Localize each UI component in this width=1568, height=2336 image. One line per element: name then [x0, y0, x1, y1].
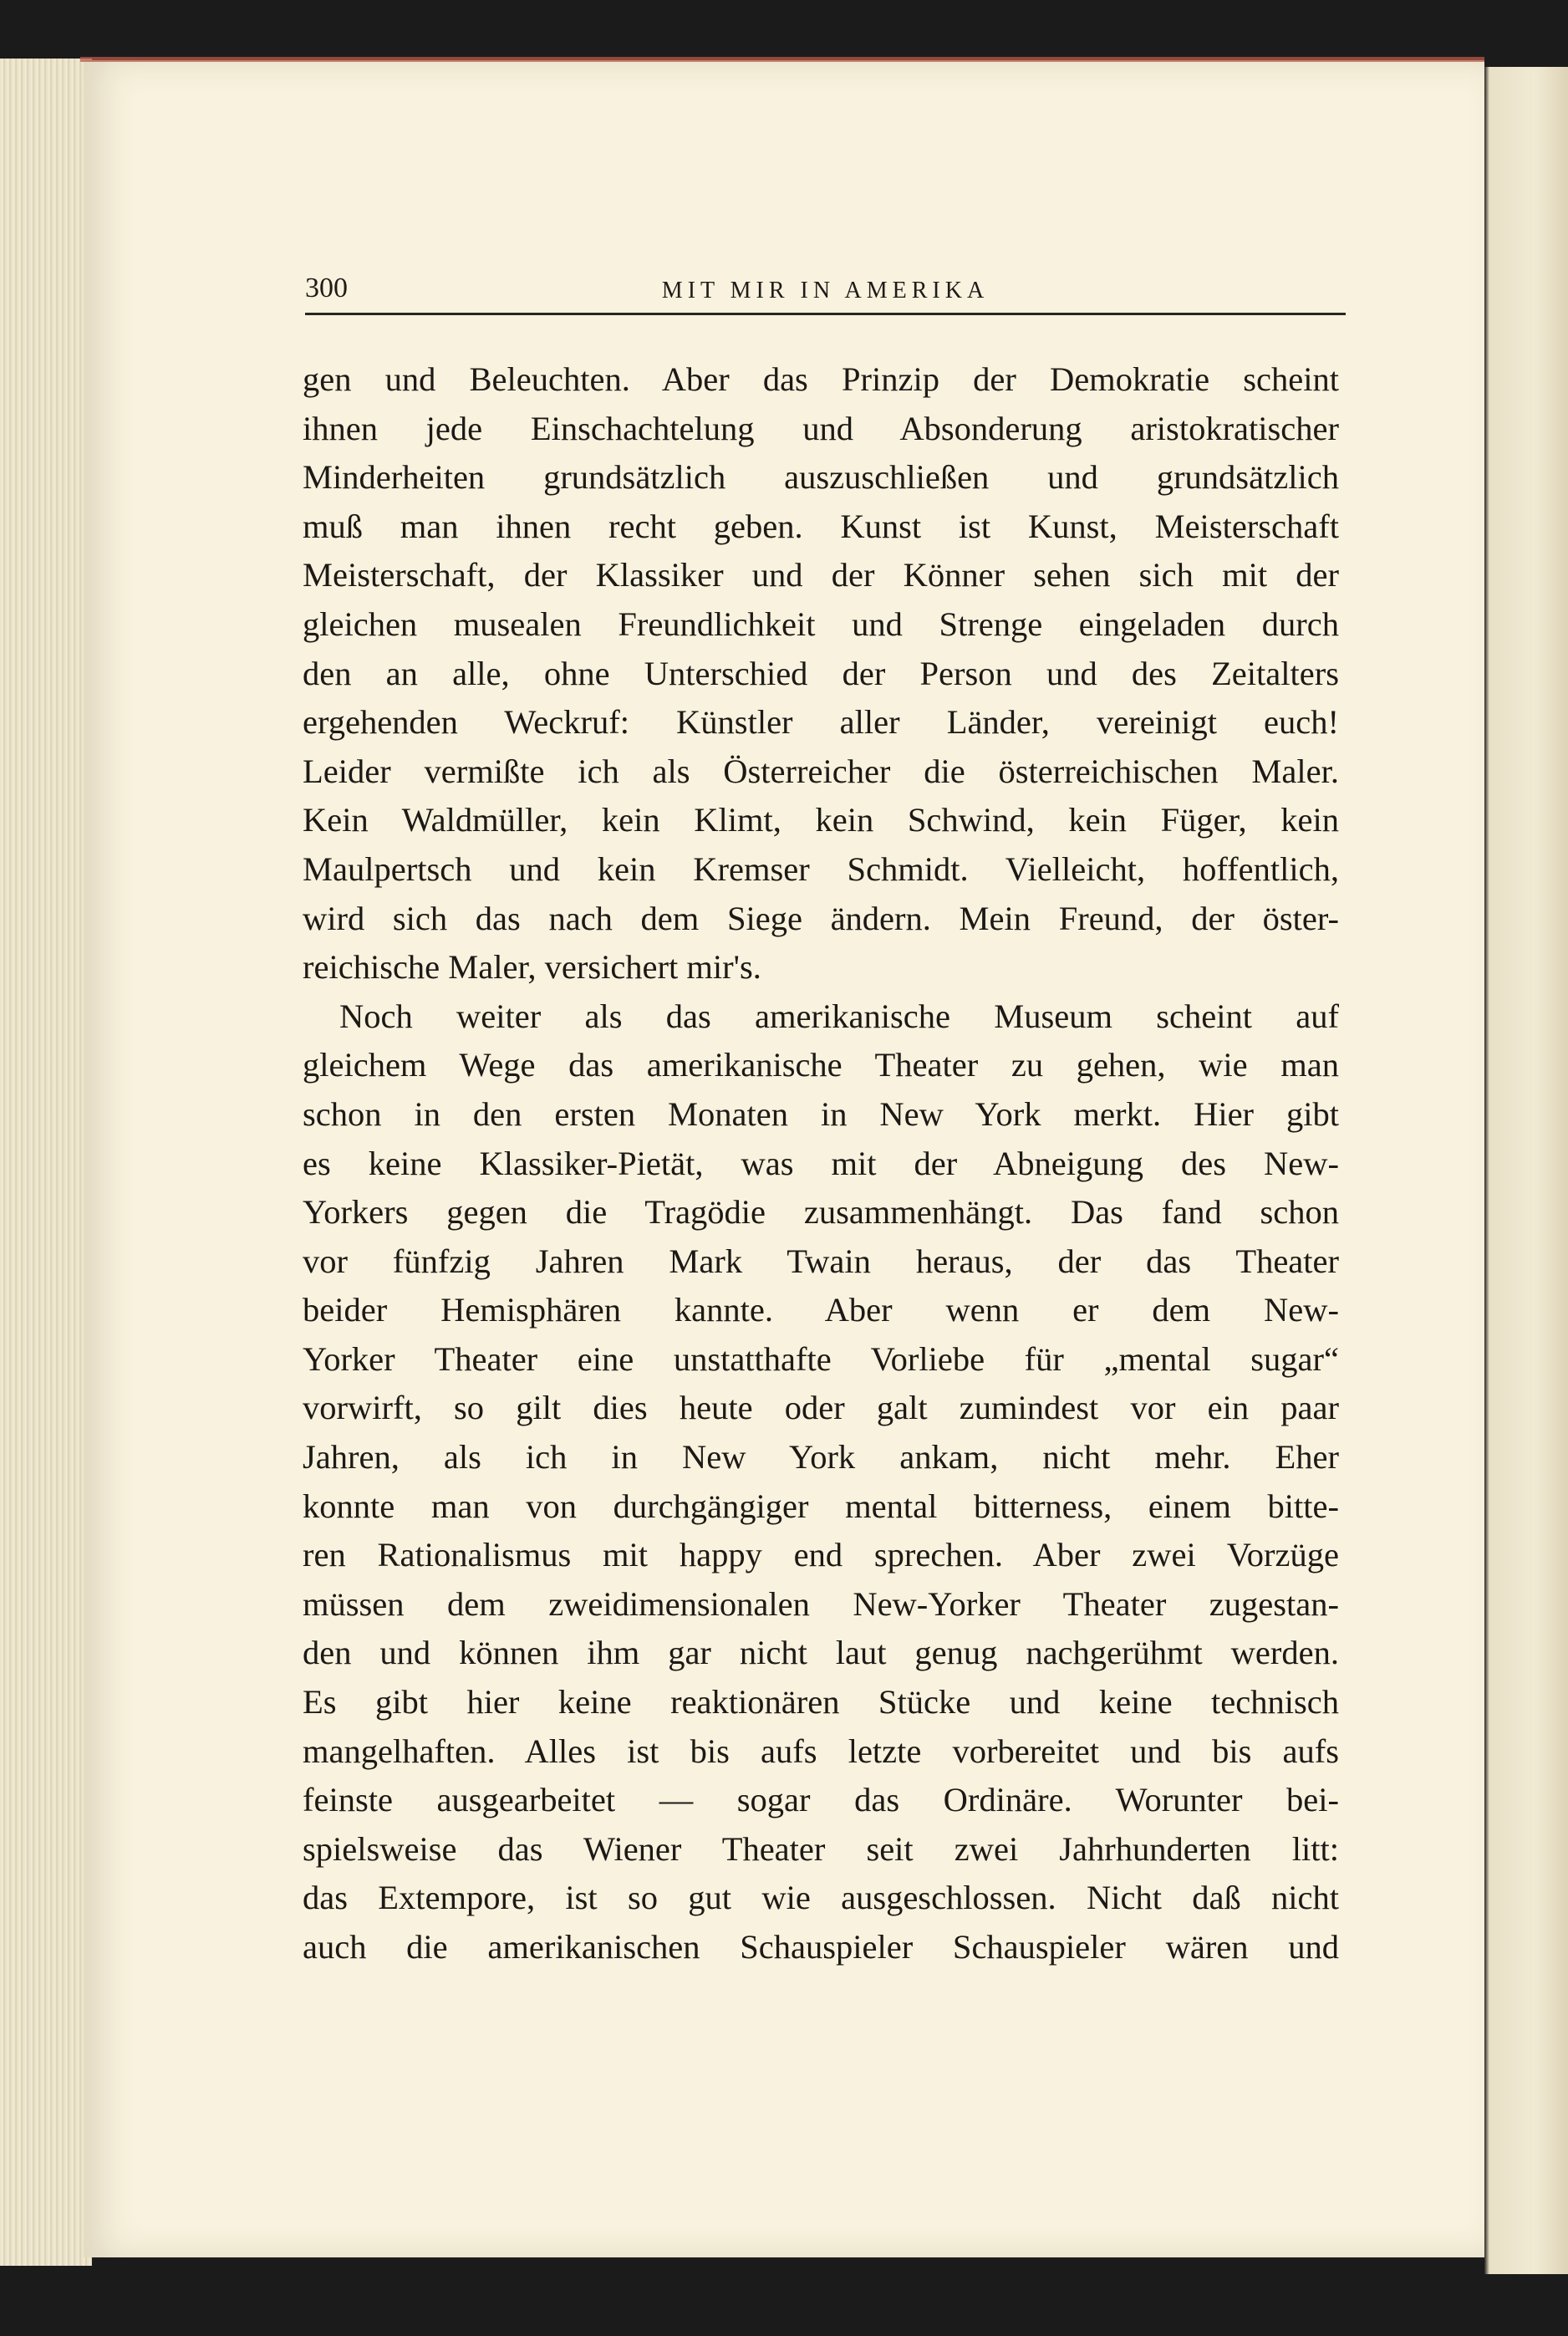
paragraph-end-line: reichische Maler, versichert mir's. [303, 948, 761, 987]
page-header [305, 269, 1346, 315]
text-line: wird sich das nach dem Siege ändern. Mein Freund, der öster- [303, 899, 1339, 937]
text-line: gleichen musealen Freundlichkeit und Strenge eingeladen durch [303, 604, 1339, 643]
text-line: Leider vermißte ich als Österreicher die österreichischen Maler. [303, 752, 1339, 790]
text-line: gleichem Wege das amerikanische Theater zu gehen, wie man [303, 1046, 1339, 1084]
text-line: schon in den ersten Monaten in New York merkt. Hier gibt [303, 1094, 1339, 1133]
text-line: den an alle, ohne Unterschied der Person und des Zeitalters [303, 654, 1339, 692]
body-text [303, 355, 1339, 1972]
text-line: vorwirft, so gilt dies heute oder galt zumindest vor ein paar [303, 1389, 1339, 1427]
text-line: spielsweise das Wiener Theater seit zwei Jahrhunderten litt: [303, 1829, 1339, 1868]
text-line: Yorker Theater eine unstatthafte Vorliebe für „mental sugar“ [303, 1339, 1339, 1378]
text-line: Minderheiten grundsätzlich auszuschließen und grundsätzlich [303, 458, 1339, 497]
text-line: Es gibt hier keine reaktionären Stücke und keine technisch [303, 1683, 1339, 1721]
text-line: muß man ihnen recht geben. Kunst ist Kunst, Meisterschaft [303, 507, 1339, 545]
text-line: auch die amerikanischen Schauspieler Schauspieler wären und [303, 1928, 1339, 1966]
text-line: beider Hemisphären kannte. Aber wenn er dem New- [303, 1291, 1339, 1329]
text-line: müssen dem zweidimensionalen New-Yorker Theater zugestan- [303, 1584, 1339, 1623]
text-line: den und können ihm gar nicht laut genug nachgerühmt werden. [303, 1634, 1339, 1672]
running-title: MIT MIR IN AMERIKA [661, 278, 990, 303]
text-line: mangelhaften. Alles ist bis aufs letzte vorbereitet und bis aufs [303, 1732, 1339, 1770]
page-number: 300 [305, 273, 348, 303]
text-line: ergehenden Weckruf: Künstler aller Länder, vereinigt euch! [303, 703, 1339, 742]
text-line: ren Rationalismus mit happy end sprechen. Aber zwei Vorzüge [303, 1536, 1339, 1574]
text-line: Meisterschaft, der Klassiker und der Könner sehen sich mit der [303, 556, 1339, 594]
text-line: Jahren, als ich in New York ankam, nicht mehr. Eher [303, 1438, 1339, 1477]
paragraph-start-line: Noch weiter als das amerikanische Museum scheint auf [339, 997, 1339, 1035]
text-line: Yorkers gegen die Tragödie zusammenhängt. Das fand schon [303, 1193, 1339, 1232]
text-line: gen und Beleuchten. Aber das Prinzip der Demokratie scheint [303, 360, 1339, 398]
text-line: vor fünfzig Jahren Mark Twain heraus, der das Theater [303, 1242, 1339, 1280]
text-line: Kein Waldmüller, kein Klimt, kein Schwind, kein Füger, kein [303, 801, 1339, 839]
text-line: das Extempore, ist so gut wie ausgeschlossen. Nicht daß nicht [303, 1879, 1339, 1917]
text-line: konnte man von durchgängiger mental bitterness, einem bitte- [303, 1487, 1339, 1525]
facing-page-edge [1484, 67, 1568, 2274]
text-line: es keine Klassiker-Pietät, was mit der Abneigung des New- [303, 1144, 1339, 1182]
text-line: Maulpertsch und kein Kremser Schmidt. Vielleicht, hoffentlich, [303, 849, 1339, 888]
page-top-edge [80, 57, 1484, 62]
text-line: ihnen jede Einschachtelung und Absonderung aristokratischer [303, 409, 1339, 447]
text-line: feinste ausgearbeitet — sogar das Ordinäre. Worunter bei- [303, 1781, 1339, 1819]
page-edges [0, 59, 92, 2266]
